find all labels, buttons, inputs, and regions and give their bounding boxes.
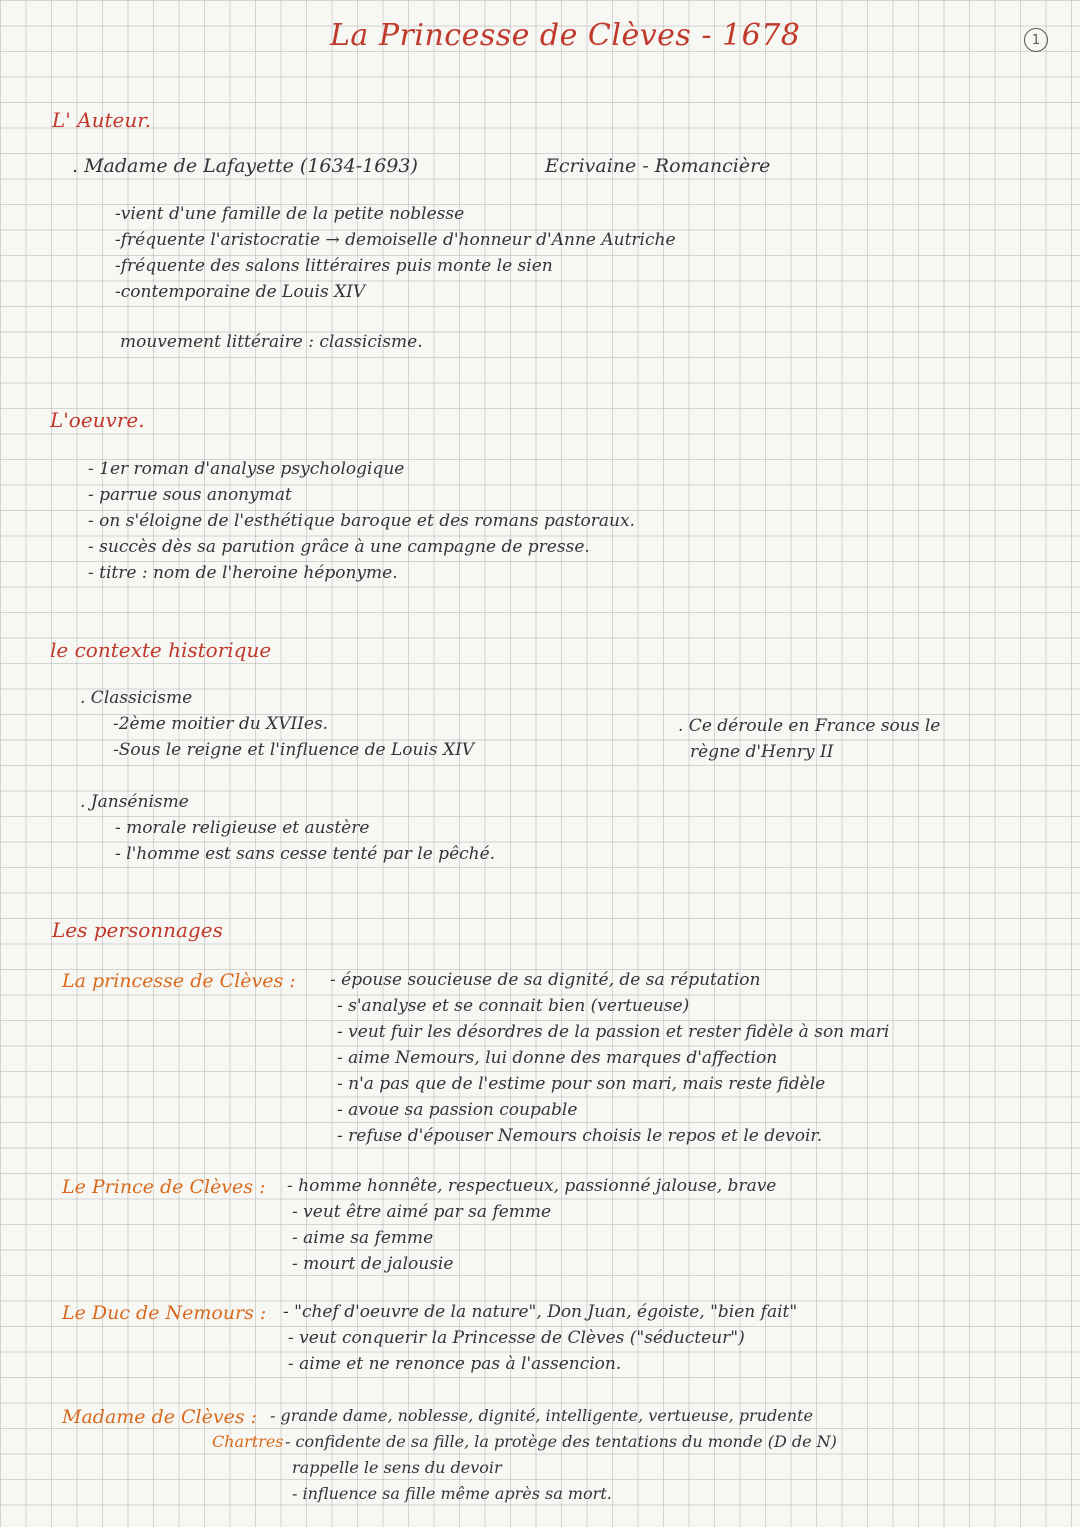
jansenisme-label: . Jansénisme bbox=[80, 792, 189, 812]
heading-contexte: le contexte historique bbox=[50, 638, 272, 662]
oeuvre-bullet: - succès dès sa parution grâce à une campagne de presse. bbox=[88, 537, 590, 557]
author-role: Ecrivaine - Romancière bbox=[545, 155, 771, 177]
character-line: - homme honnête, respectueux, passionné jalouse, brave bbox=[287, 1176, 777, 1196]
author-bullet: -contemporaine de Louis XIV bbox=[115, 282, 366, 302]
author-bullet: -fréquente des salons littéraires puis monte le sien bbox=[115, 256, 553, 276]
character-line: - veut fuir les désordres de la passion et rester fidèle à son mari bbox=[337, 1022, 890, 1042]
context-side-note: . Ce déroule en France sous le bbox=[678, 716, 941, 736]
character-line: - aime Nemours, lui donne des marques d'affection bbox=[337, 1048, 778, 1068]
character-line: - refuse d'épouser Nemours choisis le repos et le devoir. bbox=[337, 1126, 823, 1146]
literary-movement: mouvement littéraire : classicisme. bbox=[120, 332, 423, 352]
character-line: - veut être aimé par sa femme bbox=[292, 1202, 552, 1222]
character-line: - confidente de sa fille, la protège des tentations du monde (D de N) bbox=[285, 1432, 837, 1451]
character-line: - épouse soucieuse de sa dignité, de sa réputation bbox=[330, 970, 761, 990]
jansenisme-item: - morale religieuse et austère bbox=[115, 818, 370, 838]
character-line: - aime sa femme bbox=[292, 1228, 434, 1248]
jansenisme-item: - l'homme est sans cesse tenté par le pêché. bbox=[115, 844, 496, 864]
oeuvre-bullet: - titre : nom de l'heroine héponyme. bbox=[88, 563, 398, 583]
oeuvre-bullet: - parrue sous anonymat bbox=[88, 485, 292, 505]
author-bullet: -fréquente l'aristocratie → demoiselle d'honneur d'Anne Autriche bbox=[115, 230, 676, 250]
character-name-prince: Le Prince de Clèves : bbox=[62, 1176, 266, 1198]
context-side-note: règne d'Henry II bbox=[690, 742, 834, 762]
character-line: - influence sa fille même après sa mort. bbox=[292, 1484, 612, 1503]
oeuvre-bullet: - 1er roman d'analyse psychologique bbox=[88, 459, 405, 479]
character-line: - grande dame, noblesse, dignité, intelligente, vertueuse, prudente bbox=[270, 1406, 813, 1425]
character-line: - aime et ne renonce pas à l'assencion. bbox=[288, 1354, 622, 1374]
classicisme-item: -2ème moitier du XVIIes. bbox=[113, 714, 329, 734]
character-line: - "chef d'oeuvre de la nature", Don Juan, égoiste, "bien fait" bbox=[283, 1302, 798, 1322]
heading-oeuvre: L'oeuvre. bbox=[50, 408, 145, 432]
oeuvre-bullet: - on s'éloigne de l'esthétique baroque et des romans pastoraux. bbox=[88, 511, 635, 531]
character-name-princesse: La princesse de Clèves : bbox=[62, 970, 296, 992]
heading-personnages: Les personnages bbox=[52, 918, 223, 942]
character-name-madame-alt: Chartres bbox=[212, 1432, 284, 1451]
page-number: 1 bbox=[1024, 28, 1048, 52]
character-line: - n'a pas que de l'estime pour son mari, mais reste fidèle bbox=[337, 1074, 826, 1094]
character-line: - avoue sa passion coupable bbox=[337, 1100, 578, 1120]
character-line: - s'analyse et se connait bien (vertueuse) bbox=[337, 996, 690, 1016]
character-line: - mourt de jalousie bbox=[292, 1254, 454, 1274]
heading-auteur: L' Auteur. bbox=[52, 108, 151, 132]
page-title: La Princesse de Clèves - 1678 bbox=[330, 18, 801, 53]
author-name: . Madame de Lafayette (1634-1693) bbox=[72, 155, 418, 177]
character-name-nemours: Le Duc de Nemours : bbox=[62, 1302, 267, 1324]
character-line: rappelle le sens du devoir bbox=[292, 1458, 502, 1477]
classicisme-label: . Classicisme bbox=[80, 688, 193, 708]
character-name-madame: Madame de Clèves : bbox=[62, 1406, 258, 1428]
character-line: - veut conquerir la Princesse de Clèves ("séducteur") bbox=[288, 1328, 745, 1348]
author-bullet: -vient d'une famille de la petite noblesse bbox=[115, 204, 465, 224]
classicisme-item: -Sous le reigne et l'influence de Louis XIV bbox=[113, 740, 475, 760]
